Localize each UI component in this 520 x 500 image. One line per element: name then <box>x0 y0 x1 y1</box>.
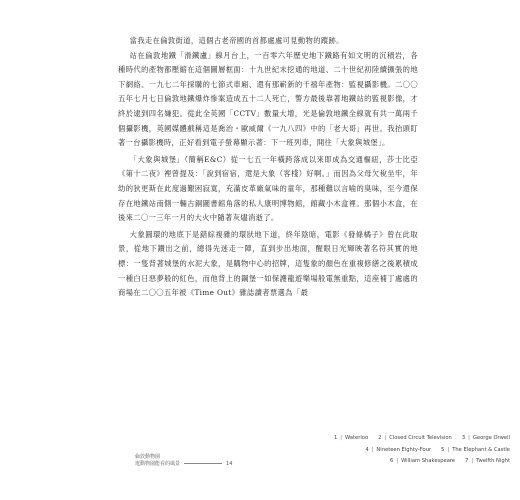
body-text <box>118 34 418 301</box>
footnote: 5 | The Elephant & Castle <box>441 446 510 453</box>
footnote: 2 | Closed Circuit Television <box>378 435 452 441</box>
footnotes <box>200 433 510 468</box>
footnote: 1 | Waterloo <box>333 435 369 441</box>
paragraph: 大象圓環的地底下是錯綜複雜的環狀地下道，終年陰暗，電影《發條橘子》曾在此取景，從地下鑽出之前，總得先迷走一陣，直到步出地面，醒眼日光輝映著名符其實的地標：一隻背著城堡的水泥大象，是購物中心的招牌，這隻象的顏色在重複修繕之後累積成一種白日惡夢般的紅色，而他背上的鋼堡一如保護龍遊樂場般電無重點，這座補丁處處的商場在二〇〇五年被《Time Out》雜誌讀者票選為「最 <box>118 229 418 298</box>
running-title: 倫敦動物園 <box>135 454 161 460</box>
paragraph: 站在倫敦地鐵「滑鐵盧」線月台上，一百零六年歷史地下鐵路有如文明的沉積岩，各種時代的產物都壓縮在這個圖層框面：十九世紀末挖通的地道、二十世紀初陸續擴張的地下網絡、一九七二年採購的七節式車廂、還有那嶄新的千禧年產物：監視攝影機。二〇〇五年七月七日倫敦地鐵爆炸慘案造成五十二人死亡，警方最後靠著地鐵站的監視影像，才終於逮到四名嫌犯。從此全英國「CCTV」數量大增，光是倫敦地鐵全線就有共一萬兩千個攝影機，英國媒體戲稱這是喬治・歐威爾《一九八四》中的「老大哥」再世。我抬頭盯著一台攝影機時，正好看到電子螢幕顯示著：下一班列車，開往「大象與城堡」。 <box>118 50 418 148</box>
paragraph: 當我走在倫敦街道，這個古老帝國的首都處處可見動物的蹤跡。 <box>129 36 344 45</box>
running-chapter: 逛動物園能看的風景 <box>135 461 181 467</box>
footnote-row <box>200 456 510 468</box>
footnote: 4 | Nineteen Eighty-Four <box>365 446 432 453</box>
footnote-row <box>200 433 510 445</box>
page-number: 14 <box>226 461 233 467</box>
paragraph: 「大象與城堡」（簡稱E&C）從一七五一年橫跨落成以來即成為交通樞紐，莎士比亞《第十二夜》裡曾提及：「說到宿宿，還是大象（客棧）好啊。」而因為父母欠稅坐牢，年幼的狄更斯在此度過艱困寂寞，充滿皮革廠氣味的童年，那種難以言喻的臭味，至今還保存在地鐵站南側一輛古銅圖書館角落的私人康明博物館，館藏小木盒裡。那個小木盒，在後來二〇一三年一月的大火中隨著灰燼消逝了。 <box>118 154 418 223</box>
footnote: 3 | George Orwell <box>461 435 510 441</box>
footnote: 7 | Twelfth Night <box>465 458 510 464</box>
footnote: 6 | William Shakespeare <box>390 458 456 464</box>
footnote-row <box>200 445 510 457</box>
